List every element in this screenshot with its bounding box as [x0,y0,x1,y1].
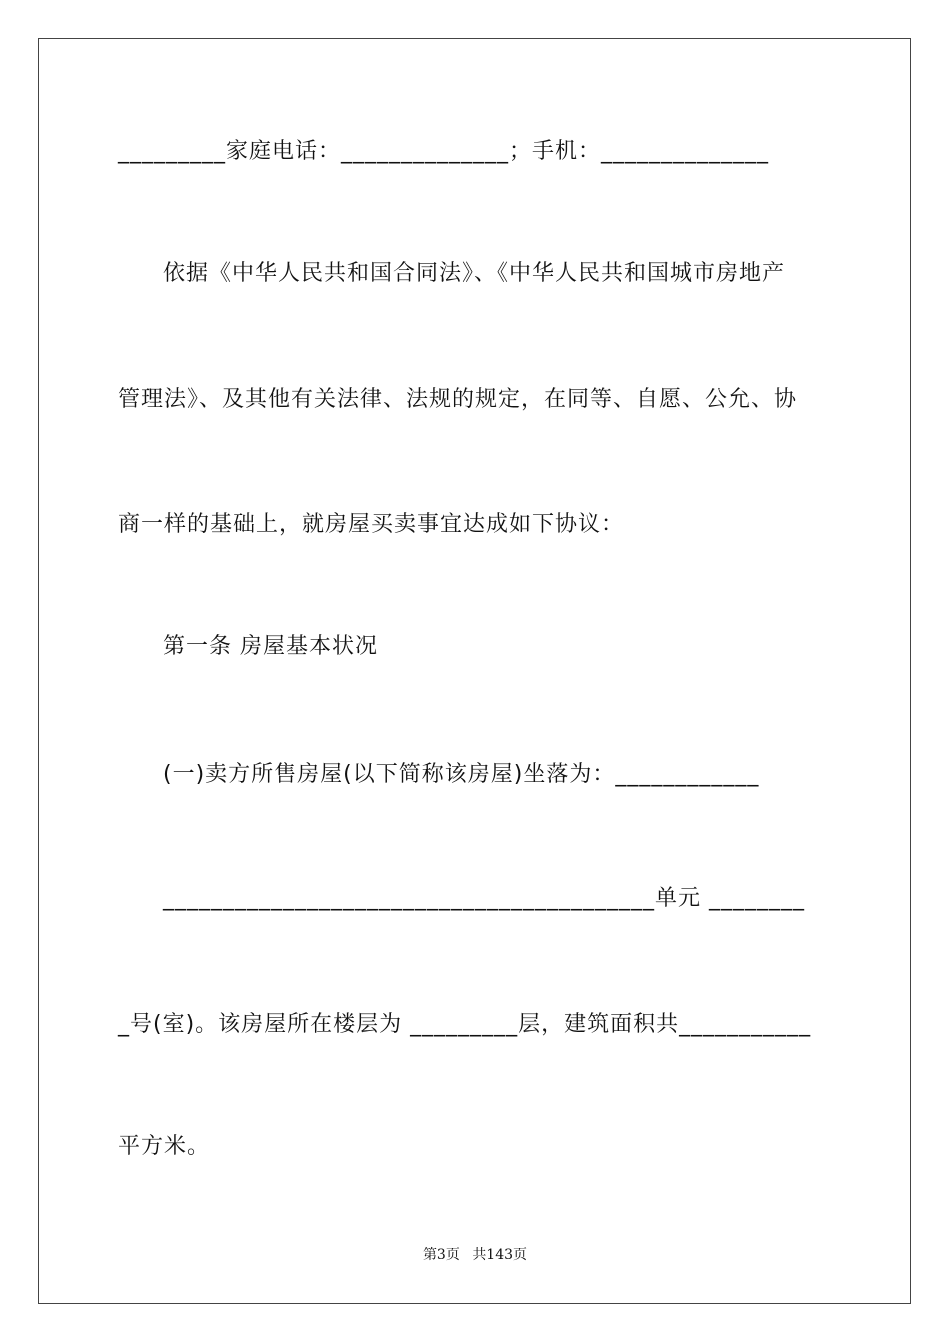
paragraph-line: 依据《中华人民共和国合同法》、《中华人民共和国城市房地产 [163,261,786,286]
page-footer [0,1245,950,1265]
paragraph-line: 管理法》、及其他有关法律、法规的规定，在同等、自愿、公允、协 [118,387,798,412]
phone-line: _________家庭电话：______________；手机：______________ [118,139,770,164]
paragraph-line: _________________________________________单元 ________ [163,886,805,911]
paragraph-line: _号(室)。该房屋所在楼层为 _________层，建筑面积共___________ [118,1012,812,1037]
page-total: 共143页 [472,1247,528,1263]
paragraph-line: (一)卖方所售房屋(以下简称该房屋)坐落为：____________ [163,762,760,787]
page-number: 第3页 [422,1247,460,1263]
paragraph-line: 平方米。 [118,1134,211,1159]
paragraph-line: 商一样的基础上，就房屋买卖事宜达成如下协议： [118,512,625,537]
page-border [38,38,911,1304]
article-heading: 第一条 房屋基本状况 [163,634,378,659]
